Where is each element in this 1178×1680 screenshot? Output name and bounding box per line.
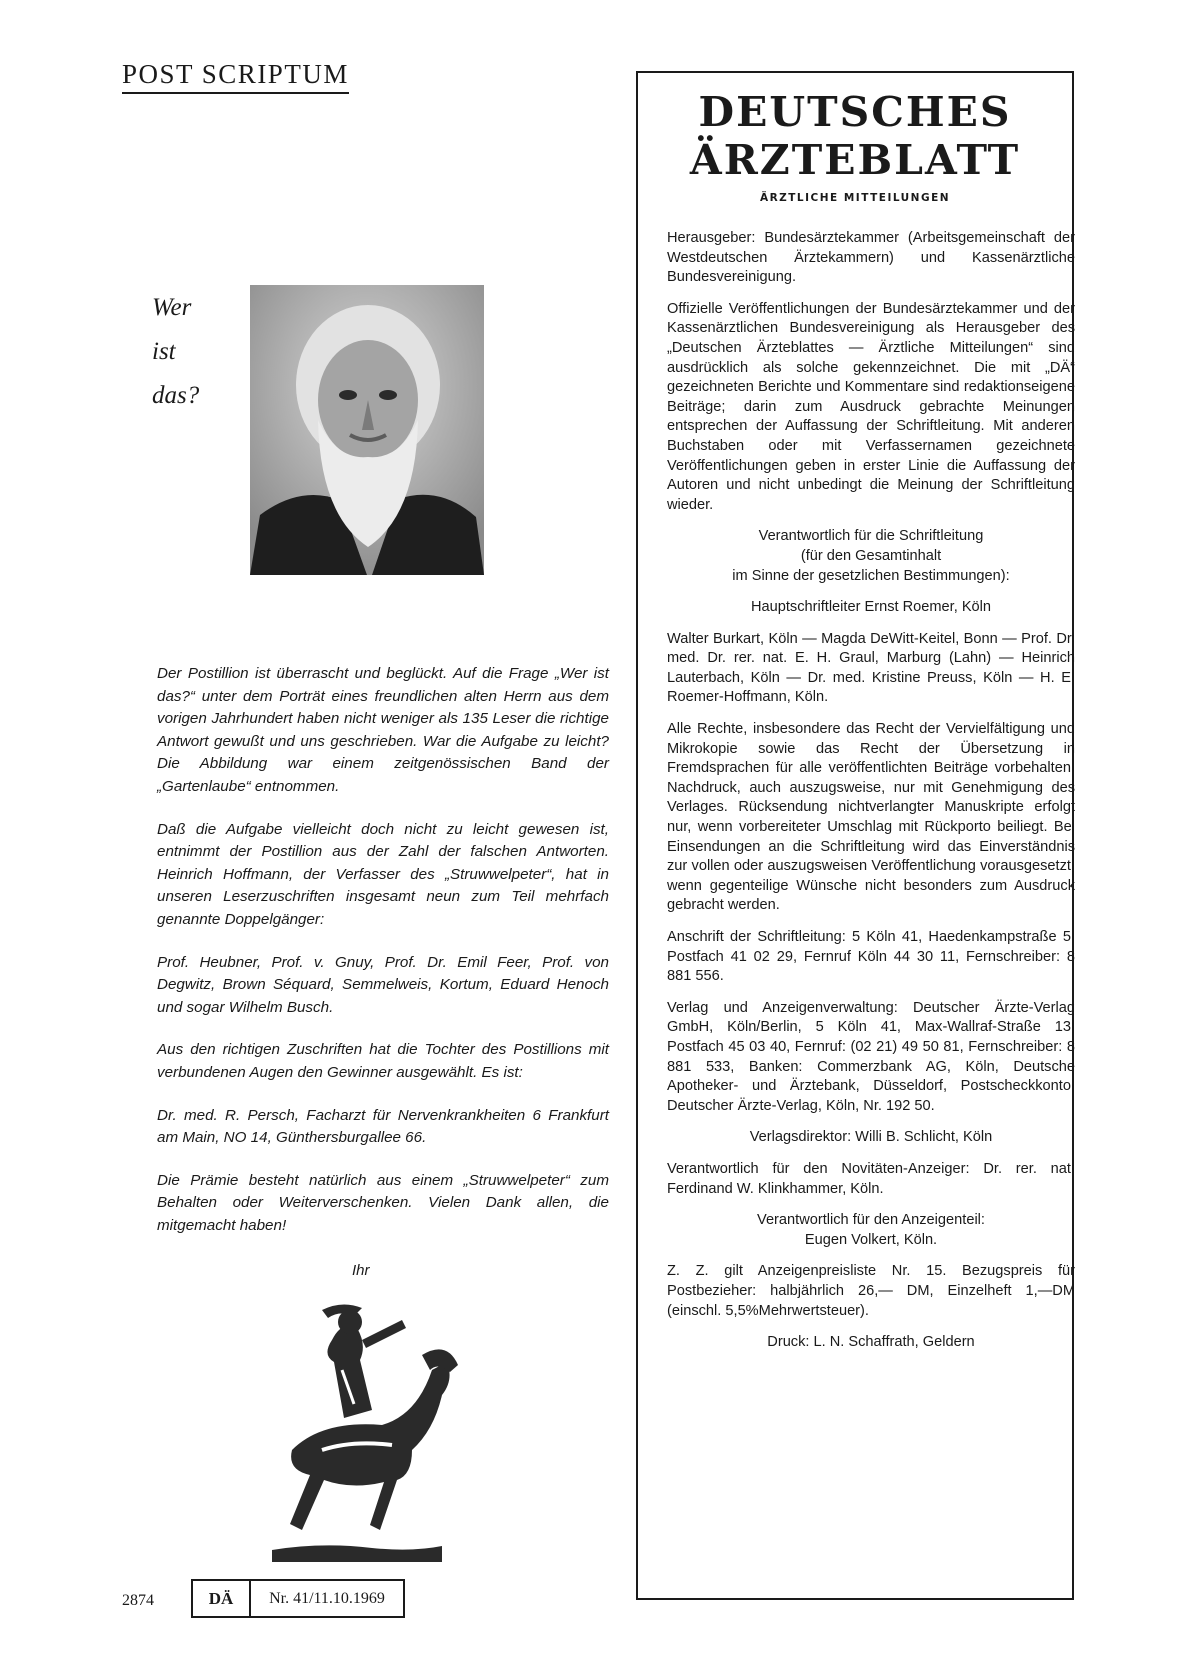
masthead-title-line-2: ÄRZTEBLATT [689,136,1021,184]
imprint-address: Anschrift der Schriftleitung: 5 Köln 41, Haedenkampstraße 5, Postfach 41 02 29, Fernruf Köln 44 30 11, Fernschreiber: 8 881 556. [667,929,1075,985]
masthead-imprint [667,229,1075,1365]
masthead-title-line-1: DEUTSCHES [698,88,1012,136]
masthead-subtitle: ÄRZTLICHE MITTEILUNGEN [759,192,951,204]
imprint-ads [667,1211,1075,1250]
page-number: 2874 [122,1592,154,1609]
imprint-official-notice: Offizielle Veröffentlichungen der Bundesärztekammer und der Kassenärztlichen Bundesvereinigung als Herausgeber des „Deutschen Ärzteblattes — Ärztliche Mitteilungen“ sind ausdrücklich als solche gekennzeichnet. Die mit „DÄ“ gezeichneten Berichte und Kommentare sind redaktionseigene Beiträge; darin zum Ausdruck gebrachte Meinungen entsprechen der Auffassung der Schriftleitung. Mit anderen Buchstaben oder mit Verfassernamen gezeichnete Veröffentlichungen geben in erster Linie die Auffassung der Autoren und nicht unbedingt die Meinung der Schriftleitung wieder. [667,300,1075,513]
imprint-ads-line: Eugen Volkert, Köln. [804,1231,938,1248]
article-paragraph: Der Postillion ist überrascht und beglückt. Auf die Frage „Wer ist das?“ unter dem Porträt eines freundlichen alten Herrn aus dem vorigen Jahrhundert haben nicht weniger als 135 Leser die richtige Antwort gewußt und uns geschrieben. War die Aufgabe zu leicht? Die Abbildung war einem zeitgenössischen Band der „Gartenlaube“ entnommen. [157,665,609,795]
imprint-responsibility-line: (für den Gesamtinhalt [800,547,942,564]
imprint-ads-line: Verantwortlich für den Anzeigenteil: [757,1212,985,1229]
article-paragraph: Dr. med. R. Persch, Facharzt für Nervenkrankheiten 6 Frankfurt am Main, NO 14, Günthersburgallee 66. [157,1106,609,1147]
imprint-rights: Alle Rechte, insbesondere das Recht der Vervielfältigung und Mikrokopie sowie das Recht der Übersetzung in Fremdsprachen für alle veröffentlichten Beiträge vorbehalten. Nachdruck, auch auszugsweise, nur mit Genehmigung des Verlages. Rücksendung nichtverlangter Manuskripte erfolgt nur, wenn vorbereiteter Umschlag mit Rückporto beiliegt. Bei Einsendungen an die Schriftleitung wird das Einverständnis zur vollen oder auszugsweisen Veröffentlichung vorausgesetzt, wenn gegenteilige Wünsche nicht besonders zum Ausdruck gebracht werden. [667,721,1075,914]
quiz-line-2: ist [152,338,176,365]
postillion-article [157,663,609,1257]
journal-abbreviation: DÄ [193,1581,251,1616]
article-paragraph: Daß die Aufgabe vielleicht doch nicht zu leicht gewesen ist, entnimmt der Postillion aus der Zahl der falschen Antworten. Heinrich Hoffmann, der Verfasser des „Struwwelpeter“, hat in unseren Leserzuschriften insgesamt neun zum Teil mehrfach genannte Doppelgänger: [157,820,609,928]
imprint-pricing: Z. Z. gilt Anzeigenpreisliste Nr. 15. Bezugspreis für Postbezieher: halbjährlich 26,— DM, Einzelheft 1,—DM (einschl. 5,5%Mehrwertsteuer). [667,1263,1075,1319]
portrait-image [250,285,484,575]
imprint-printer: Druck: L. N. Schaffrath, Geldern [767,1334,975,1351]
imprint-publisher: Herausgeber: Bundesärztekammer (Arbeitsgemeinschaft der Westdeutschen Ärztekammern) und Kassenärztliche Bundesvereinigung. [667,230,1075,286]
imprint-editors: Walter Burkart, Köln — Magda DeWitt-Keitel, Bonn — Prof. Dr. med. Dr. rer. nat. E. H. Graul, Marburg (Lahn) — Heinrich Lauterbach, Köln — Dr. med. Kristine Preuss, Köln — H. E. Roemer-Hoffmann, Köln. [667,630,1075,706]
quiz-line-3: das? [152,382,200,409]
article-paragraph: Die Prämie besteht natürlich aus einem „Struwwelpeter“ zum Behalten oder Weiterverschenken. Vielen Dank allen, die mitgemacht haben! [157,1171,609,1234]
issue-box [191,1579,405,1618]
imprint-responsibility [667,527,1075,586]
imprint-chief-editor: Hauptschriftleiter Ernst Roemer, Köln [750,599,992,616]
imprint-responsibility-line: Verantwortlich für die Schriftleitung [758,528,984,545]
signoff: Ihr [352,1262,370,1279]
quiz-line-1: Wer [152,294,192,321]
article-paragraph: Aus den richtigen Zuschriften hat die Tochter des Postillions mit verbundenen Augen den Gewinner ausgewählt. Es ist: [157,1041,609,1081]
imprint-publisher-house: Verlag und Anzeigenverwaltung: Deutscher Ärzte-Verlag GmbH, Köln/Berlin, 5 Köln 41, Max-Wallraf-Straße 13, Postfach 45 03 40, Fernruf: (02 21) 49 50 81, Fernschreiber: 8 881 533, Banken: Commerzbank AG, Köln, Deutsche Apotheker- und Ärztebank, Düsseldorf, Postscheckkonto: Deutscher Ärzte-Verlag, Köln, Nr. 192 50. [667,999,1075,1114]
imprint-director: Verlagsdirektor: Willi B. Schlicht, Köln [749,1129,993,1146]
issue-number: Nr. 41/11.10.1969 [269,1589,385,1607]
imprint-novelties: Verantwortlich für den Novitäten-Anzeiger: Dr. rer. nat. Ferdinand W. Klinkhammer, Köln. [667,1160,1075,1197]
section-label: POST SCRIPTUM [122,60,349,94]
postillion-horse-rider-illustration [262,1300,458,1572]
quiz-question [152,286,199,418]
article-paragraph: Prof. Heubner, Prof. v. Gnuy, Prof. Dr. Emil Feer, Prof. von Degwitz, Brown Séquard, Semmelweis, Kortum, Eduard Henoch und sogar Wilhelm Busch. [157,953,609,1016]
imprint-responsibility-line: im Sinne der gesetzlichen Bestimmungen): [732,567,1010,584]
